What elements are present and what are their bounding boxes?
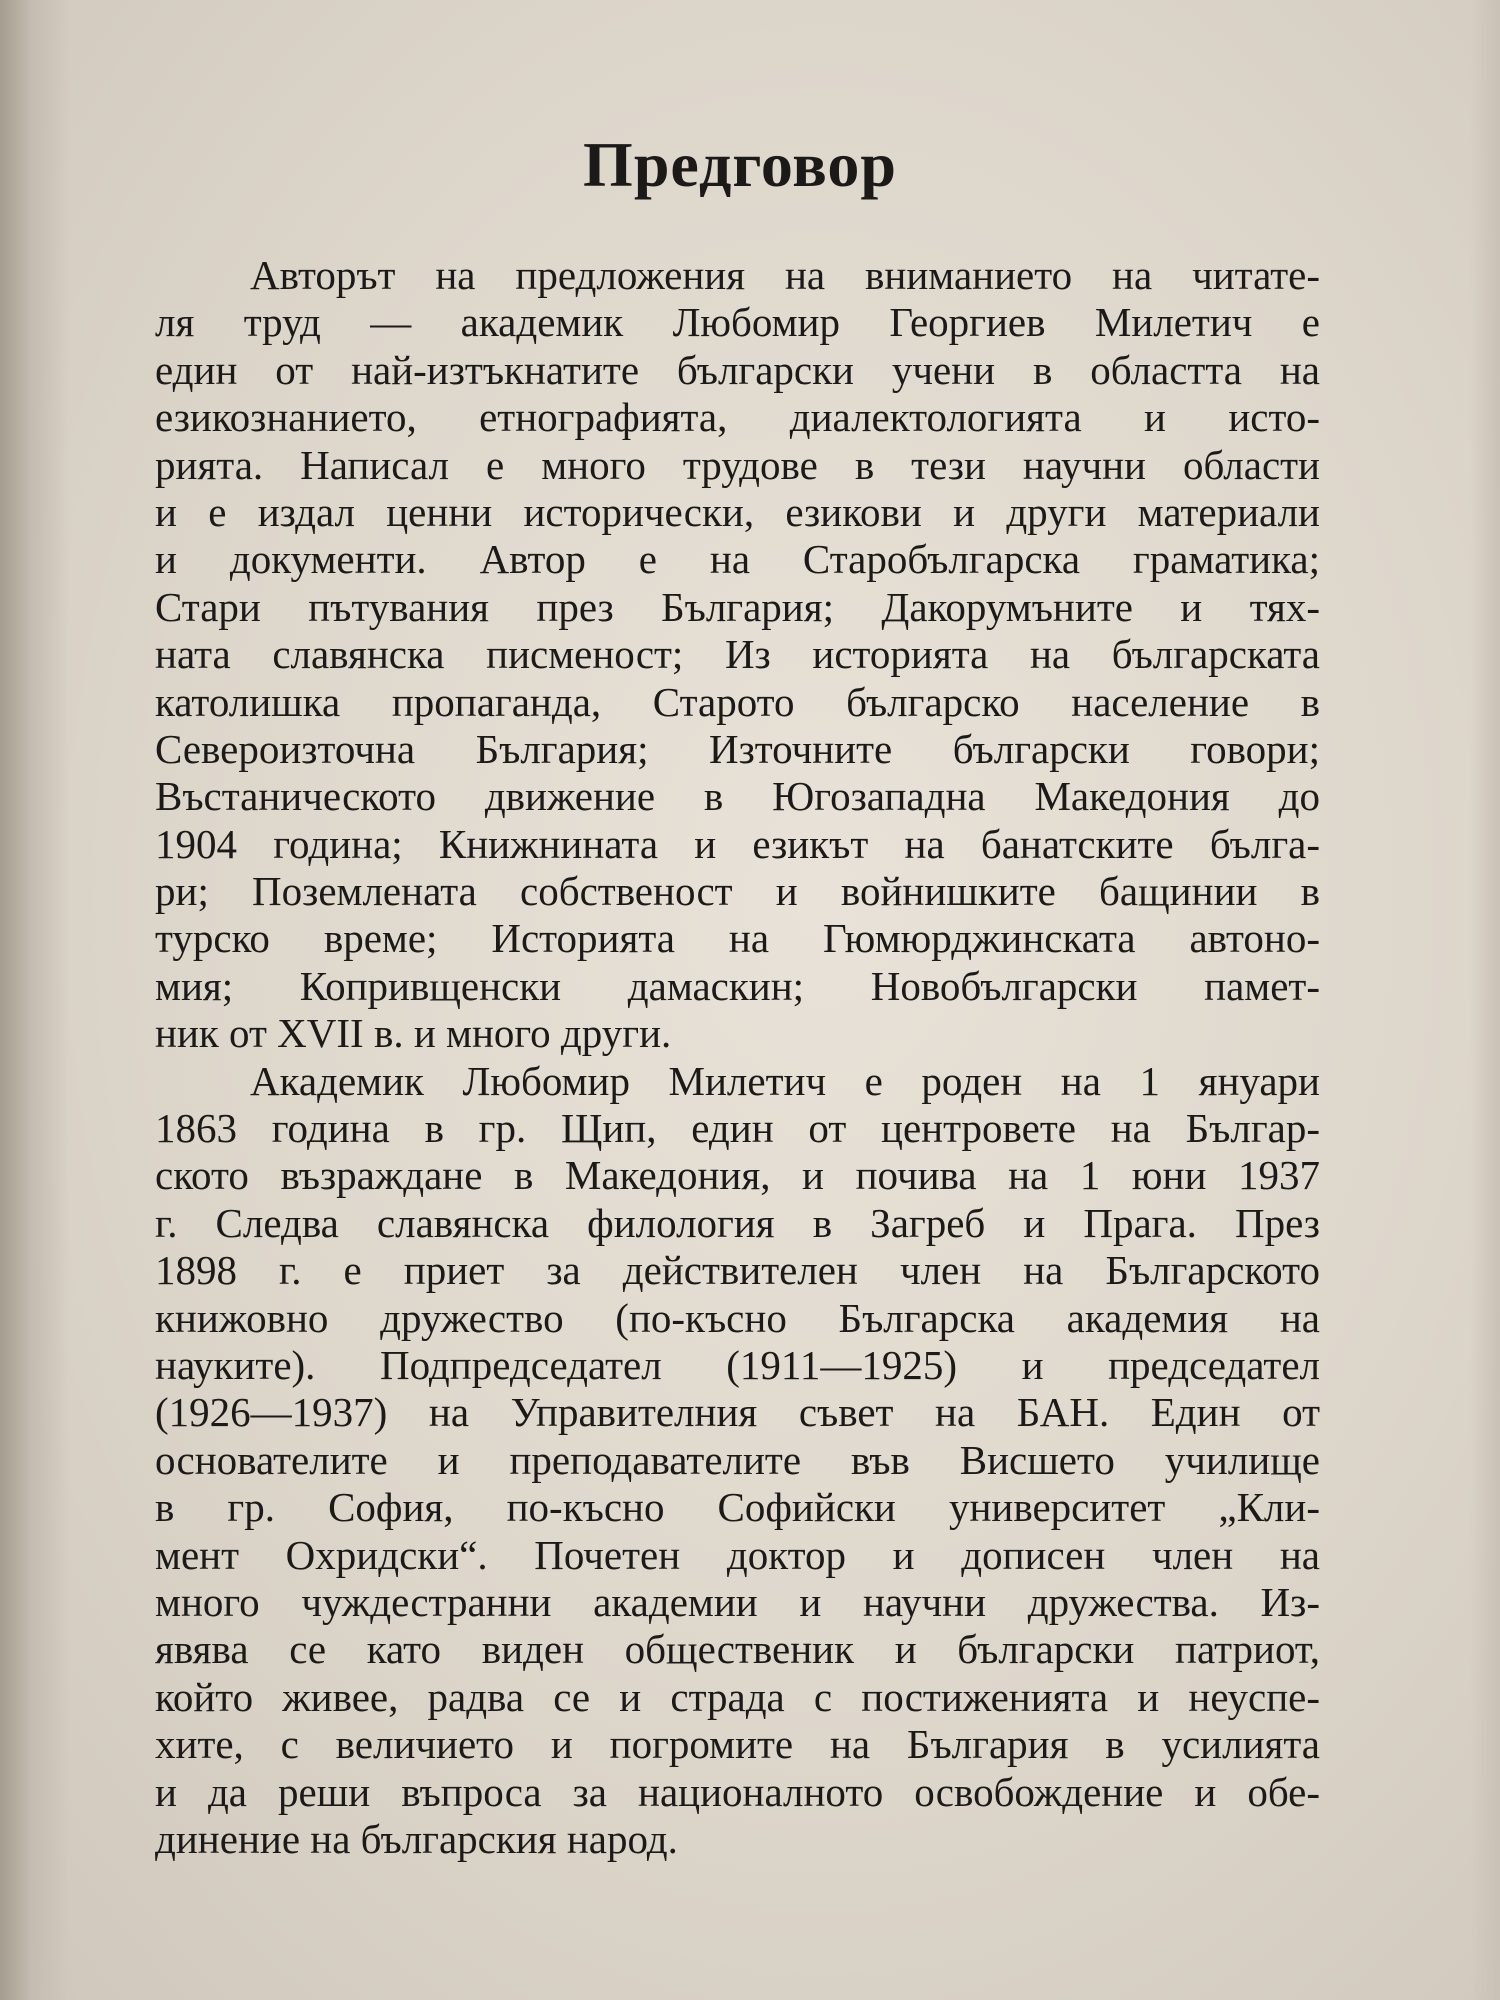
text-line: (1926—1937) на Управителния съвет на БАН. Един от [155,1389,1320,1436]
text-line: мия; Копривщенски дамаскин; Новобългарски памет- [155,962,1320,1009]
text-line: ник от XVII в. и много други. [155,1010,672,1057]
text-line: рията. Написал е много трудове в тези научни области [155,441,1320,488]
text-line: езикознанието, етнографията, диалектологията и исто- [155,394,1320,441]
text-line: науките). Подпредседател (1911—1925) и председател [155,1341,1320,1388]
text-line: книжовно дружество (по-късно Българска академия на [155,1294,1320,1341]
text-line: 1904 година; Книжнината и езикът на банатските бълга- [155,820,1320,867]
text-line: и документи. Автор е на Старобългарска граматика; [155,536,1320,583]
text-line: турско време; Историята на Гюмюрджинската автоно- [155,915,1320,962]
text-line: Авторът на предложения на вниманието на читате- [250,252,1320,298]
page-edge-shadow [1470,0,1500,2000]
text-line: ля труд — академик Любомир Георгиев Милетич е [155,299,1320,346]
text-line: много чуждестранни академии и научни дружества. Из- [155,1578,1320,1625]
text-line: един от най-изтъкнатите български учени в областта на [155,346,1320,393]
book-gutter-shadow [0,0,70,2000]
paragraph-1 [155,252,1320,1058]
text-line: и е издал ценни исторически, езикови и други материали [155,488,1320,535]
text-line: католишка пропаганда, Старото българско население в [155,678,1320,725]
text-line: в гр. София, по-късно Софийски университет „Кли- [155,1484,1320,1531]
body-text [155,252,1320,1863]
text-line: ри; Поземлената собственост и войнишките бащинии в [155,868,1320,915]
text-line: основателите и преподавателите във Висшето училище [155,1436,1320,1483]
text-line: г. Следва славянска филология в Загреб и Прага. През [155,1199,1320,1246]
text-line: 1898 г. е приет за действителен член на Българското [155,1247,1320,1294]
text-line: Стари пътувания през България; Дакорумъните и тях- [155,583,1320,630]
page-title: Предговор [583,129,897,200]
text-line: мент Охридски“. Почетен доктор и дописен член на [155,1531,1320,1578]
text-line: ското възраждане в Македония, и почива на 1 юни 1937 [155,1152,1320,1199]
text-line: 1863 година в гр. Щип, един от центровете на Българ- [155,1105,1320,1152]
text-line: Въстаническото движение в Югозападна Македония до [155,773,1320,820]
text-line: Академик Любомир Милетич е роден на 1 януари [250,1057,1320,1104]
text-line: Североизточна България; Източните български говори; [155,725,1320,772]
text-line: хите, с величието и погромите на България в усилията [155,1721,1320,1768]
paragraph-2 [155,1058,1320,1864]
text-line: който живее, радва се и страда с постиженията и неуспе- [155,1673,1320,1720]
text-line: динение на българския народ. [155,1815,678,1862]
text-line: явява се като виден общественик и български патриот, [155,1626,1320,1673]
text-line: ната славянска писменост; Из историята на българската [155,631,1320,678]
text-line: и да реши въпроса за националното освобождение и обе- [155,1768,1320,1815]
